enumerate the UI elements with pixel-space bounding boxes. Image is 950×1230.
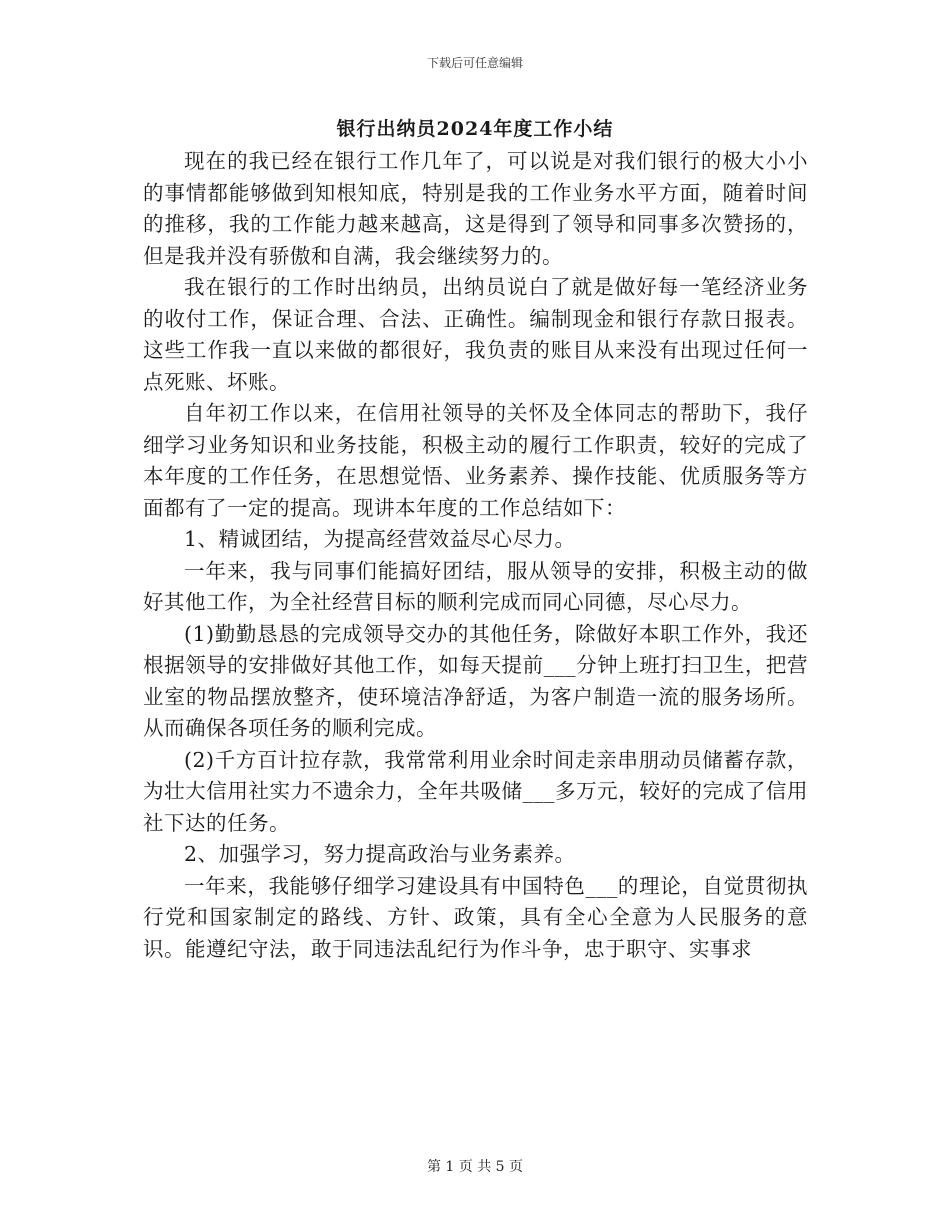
paragraph: 现在的我已经在银行工作几年了，可以说是对我们银行的极大小小的事情都能够做到知根知底，特别是我的工作业务水平方面，随着时间的推移，我的工作能力越来越高，这是得到了领导和同事多次赞扬的，但是我并没有骄傲和自满，我会继续努力的。	[143, 149, 808, 268]
page-number: 第 1 页 共 5 页	[426, 1159, 524, 1175]
paragraph: 自年初工作以来，在信用社领导的关怀及全体同志的帮助下，我仔细学习业务知识和业务技能，积极主动的履行工作职责，较好的完成了本年度的工作任务，在思想觉悟、业务素养、操作技能、优质服务等方面都有了一定的提高。现讲本年度的工作总结如下：	[143, 401, 808, 520]
paragraph: 一年来，我能够仔细学习建设具有中国特色___的理论，自觉贯彻执行党和国家制定的路线、方针、政策，具有全心全意为人民服务的意识。能遵纪守法，敢于同违法乱纪行为作斗争，忠于职守、实事求	[143, 873, 808, 961]
section-heading: 2、加强学习，努力提高政治与业务素养。	[184, 842, 576, 866]
paragraph: 一年来，我与同事们能搞好团结，服从领导的安排，积极主动的做好其他工作，为全社经营目标的顺利完成而同心同德，尽心尽力。	[143, 558, 808, 614]
document-body	[143, 146, 808, 965]
paragraph: (1)勤勤恳恳的完成领导交办的其他任务，除做好本职工作外，我还根据领导的安排做好其他工作，如每天提前___分钟上班打扫卫生，把营业室的物品摆放整齐，使环境洁净舒适，为客户制造一流的服务场所。从而确保各项任务的顺利完成。	[143, 621, 808, 740]
paragraph: (2)千方百计拉存款，我常常利用业余时间走亲串朋动员储蓄存款，为壮大信用社实力不遗余力，全年共吸储___多万元，较好的完成了信用社下达的任务。	[143, 747, 808, 835]
paragraph: 我在银行的工作时出纳员，出纳员说白了就是做好每一笔经济业务的收付工作，保证合理、合法、正确性。编制现金和银行存款日报表。这些工作我一直以来做的都很好，我负责的账目从来没有出现过任何一点死账、坏账。	[143, 275, 808, 394]
header-note: 下载后可任意编辑	[426, 56, 523, 70]
section-heading: 1、精诚团结，为提高经营效益尽心尽力。	[184, 527, 576, 551]
document-title: 银行出纳员2024年度工作小结	[336, 118, 614, 140]
